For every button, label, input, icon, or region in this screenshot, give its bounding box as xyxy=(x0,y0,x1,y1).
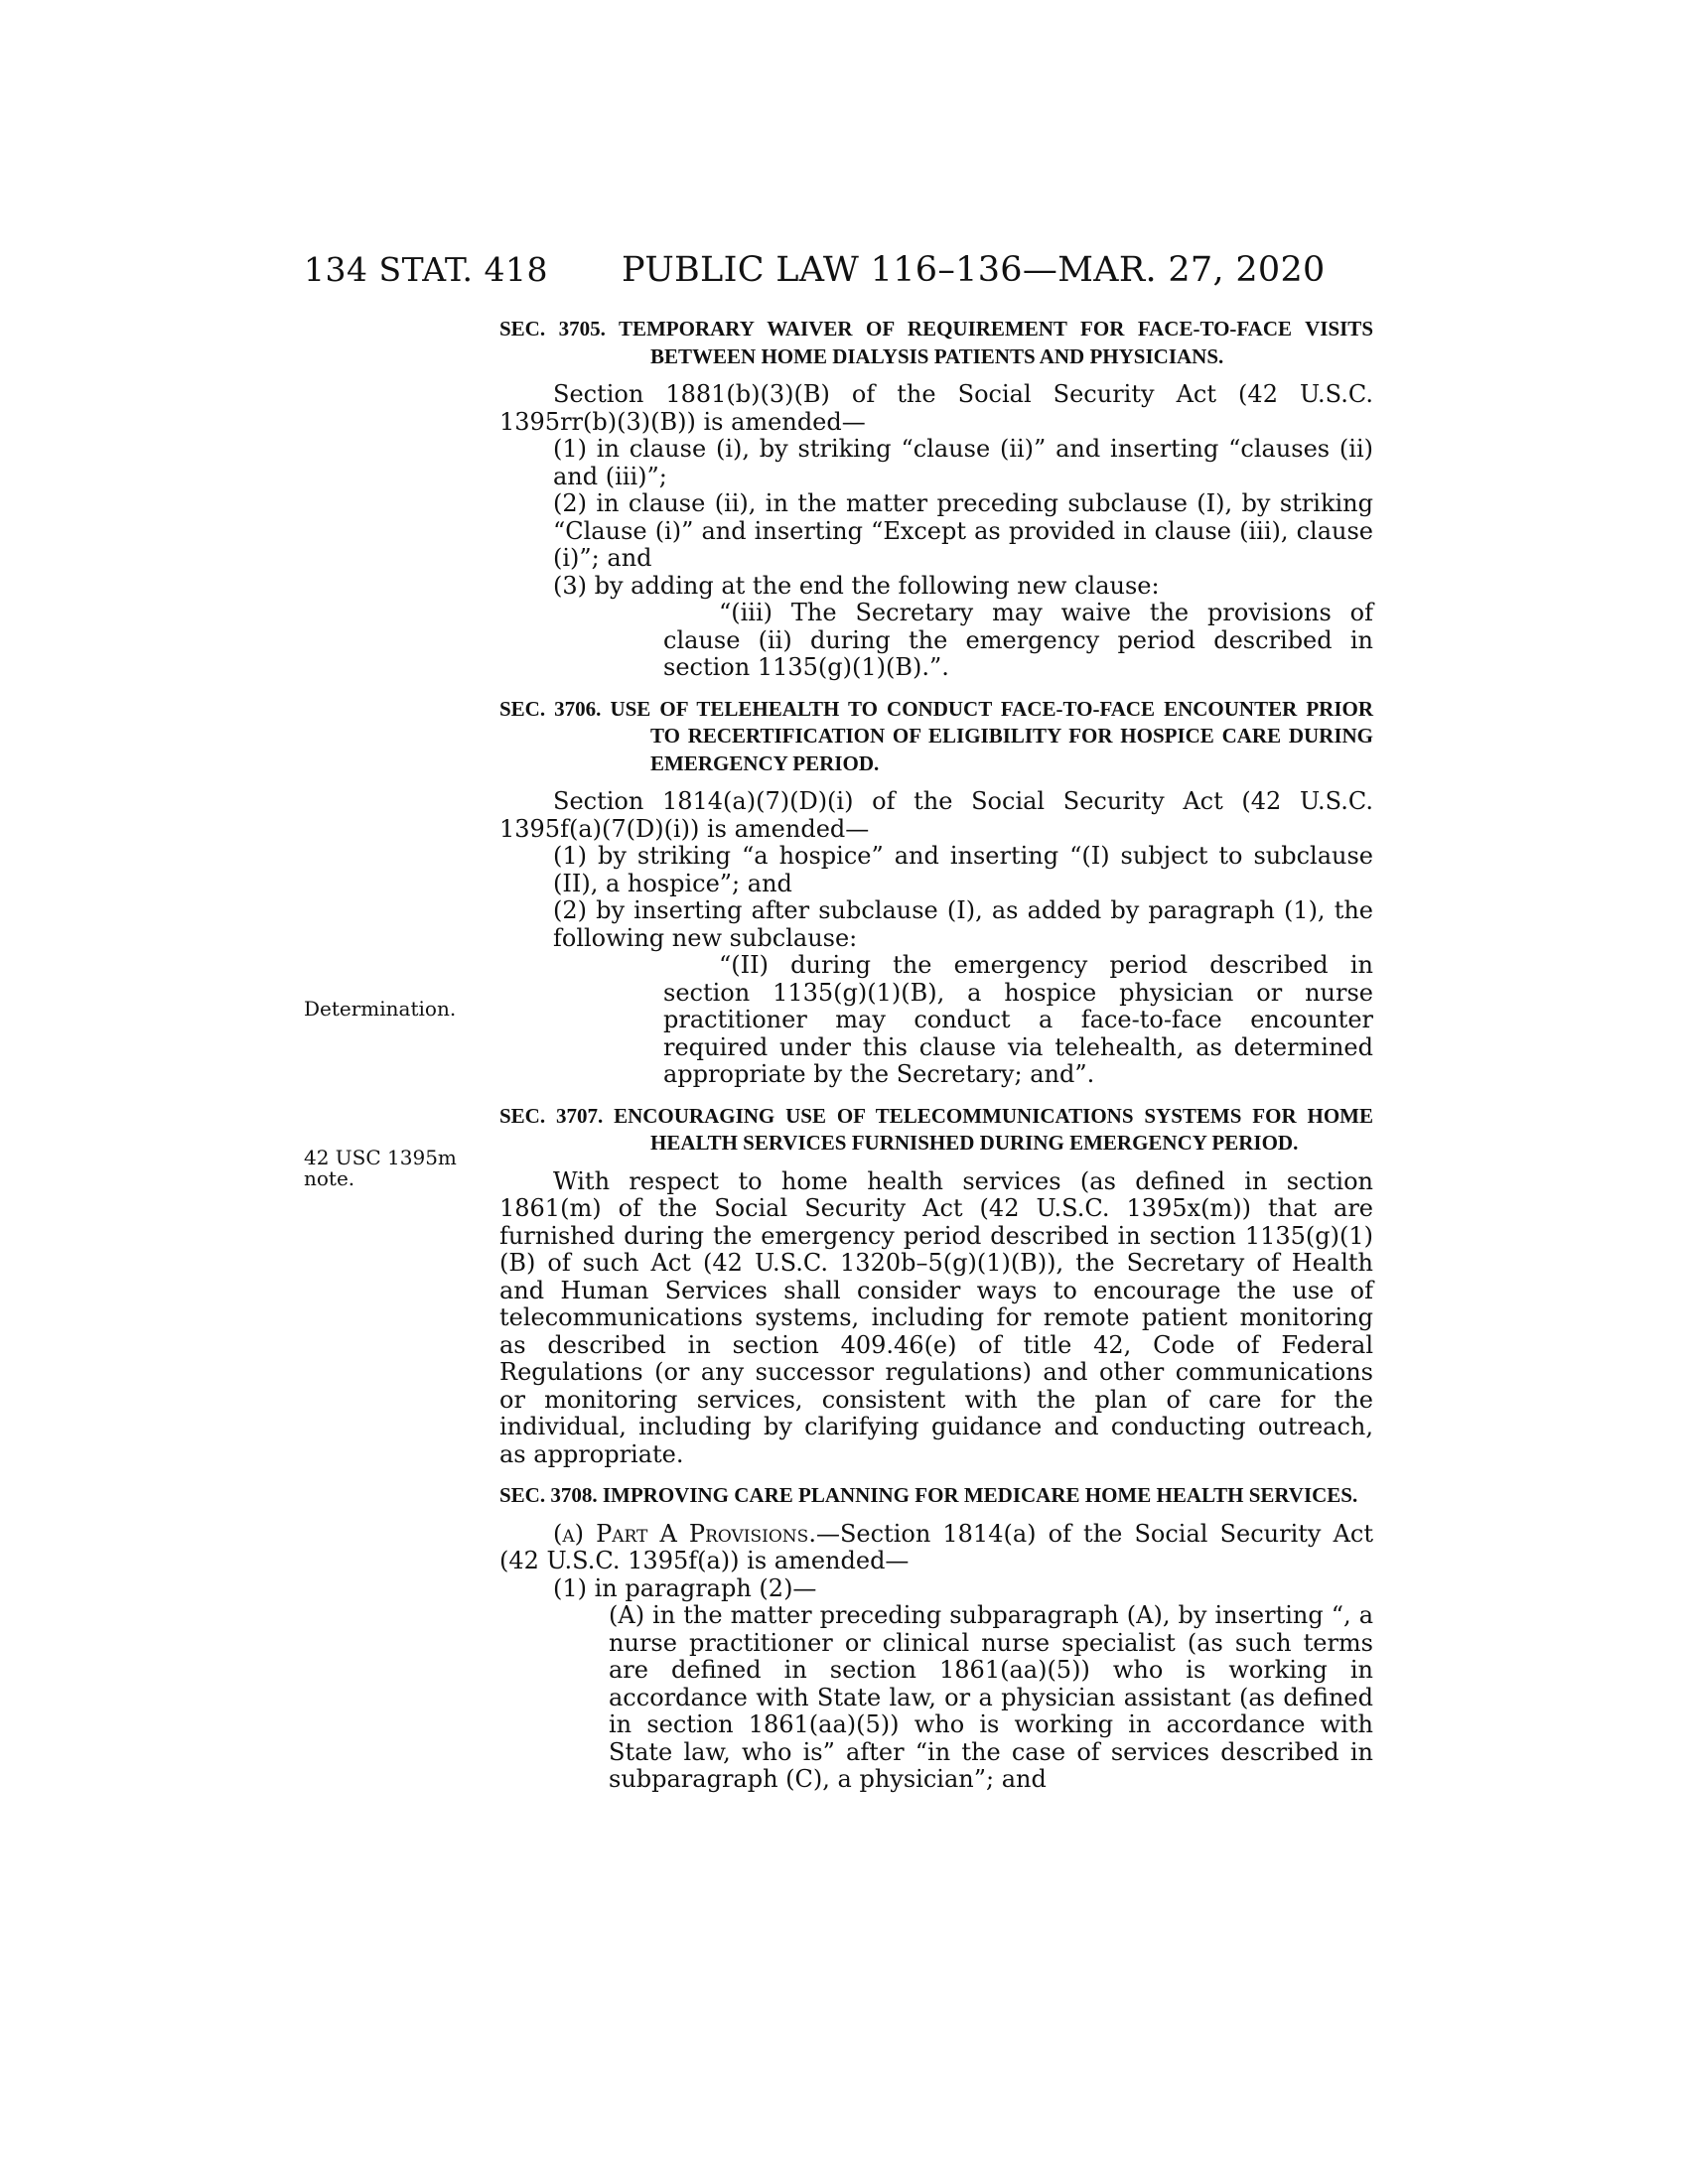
sec3708-subsection-a xyxy=(499,1521,1373,1575)
sec3706-item2: (2) by inserting after subclause (I), as added by paragraph (1), the following new subclause: xyxy=(553,896,1373,952)
sec3706-item1: (1) by striking “a hospice” and inserting “(I) subject to subclause (II), a hospice”; and xyxy=(553,842,1373,897)
subsection-a-text: —Section 1814(a) of the Social Security Act (42 U.S.C. 1395f(a)) is amended— xyxy=(499,1519,1374,1574)
sec3705-item3: (3) by adding at the end the following new clause: xyxy=(553,571,1160,600)
sec3705-item2: (2) in clause (ii), in the matter preceding subclause (I), by striking “Clause (i)” and inserting “Except as provided in clause (iii), clause (i)”; and xyxy=(553,489,1373,572)
page-body xyxy=(499,316,1373,1794)
margin-note-determination: Determination. xyxy=(304,997,457,1021)
sec3705-quoted-clause: “(iii) The Secretary may waive the provisions of clause (ii) during the emergency period described in section 1135(g)(1)(B).”. xyxy=(663,599,1373,681)
sec3706-quoted-subclause: “(II) during the emergency period described in section 1135(g)(1)(B), a hospice physician or nurse practitioner may conduct a face-to-face encounter required under this clause via telehealth, as determined appropriate by the Secretary; and”. xyxy=(663,951,1373,1088)
margin-note-usc-line2: note. xyxy=(304,1166,355,1190)
running-title: PUBLIC LAW 116–136—MAR. 27, 2020 xyxy=(622,250,1326,290)
subsection-a-label: (a) Part A Provisions. xyxy=(553,1519,816,1548)
sec3705-item1: (1) in clause (i), by striking “clause (ii)” and inserting “clauses (ii) and (iii)”; xyxy=(553,435,1373,490)
statute-page-number: 134 STAT. 418 xyxy=(304,250,548,289)
section-heading-3706: SEC. 3706. USE OF TELEHEALTH TO CONDUCT FACE-TO-FACE ENCOUNTER PRIOR TO RECERTIFICATION OF ELIGIBILITY FOR HOSPICE CARE DURING EMERGENCY PERIOD. xyxy=(499,696,1373,775)
section-heading-3708: SEC. 3708. IMPROVING CARE PLANNING FOR MEDICARE HOME HEALTH SERVICES. xyxy=(499,1483,1358,1507)
margin-note-usc-line1: 42 USC 1395m xyxy=(304,1146,457,1169)
section-heading-3705: SEC. 3705. TEMPORARY WAIVER OF REQUIREMENT FOR FACE-TO-FACE VISITS BETWEEN HOME DIALYSIS PATIENTS AND PHYSICIANS. xyxy=(499,317,1373,368)
sec3708-subpara-a: (A) in the matter preceding subparagraph (A), by inserting “, a nurse practitioner or clinical nurse specialist (as such terms are defined in section 1861(aa)(5)) who is working in accordance with State law, or a physician assistant (as defined in section 1861(aa)(5)) who is working in accordance with State law, who is” after “in the case of services described in subparagraph (C), a physician”; and xyxy=(609,1601,1373,1793)
sec3705-intro: Section 1881(b)(3)(B) of the Social Security Act (42 U.S.C. 1395rr(b)(3)(B)) is amended— xyxy=(499,380,1373,436)
sec3708-para1: (1) in paragraph (2)— xyxy=(553,1573,817,1602)
margin-note-usc-citation xyxy=(304,1148,457,1189)
sec3706-intro: Section 1814(a)(7)(D)(i) of the Social Security Act (42 U.S.C. 1395f(a)(7(D)(i)) is amended— xyxy=(499,787,1373,843)
section-heading-3707: SEC. 3707. ENCOURAGING USE OF TELECOMMUNICATIONS SYSTEMS FOR HOME HEALTH SERVICES FURNISHED DURING EMERGENCY PERIOD. xyxy=(499,1103,1373,1155)
page-header xyxy=(304,250,1378,290)
sec3707-body: With respect to home health services (as defined in section 1861(m) of the Social Security Act (42 U.S.C. 1395x(m)) that are furnished during the emergency period described in section 1135(g)(1)(B) of such Act (42 U.S.C. 1320b–5(g)(1)(B)), the Secretary of Health and Human Services shall consider ways to encourage the use of telecommunications systems, including for remote patient monitoring as described in section 409.46(e) of title 42, Code of Federal Regulations (or any successor regulations) and other communications or monitoring services, consistent with the plan of care for the individual, including by clarifying guidance and conducting outreach, as appropriate. xyxy=(499,1166,1373,1468)
